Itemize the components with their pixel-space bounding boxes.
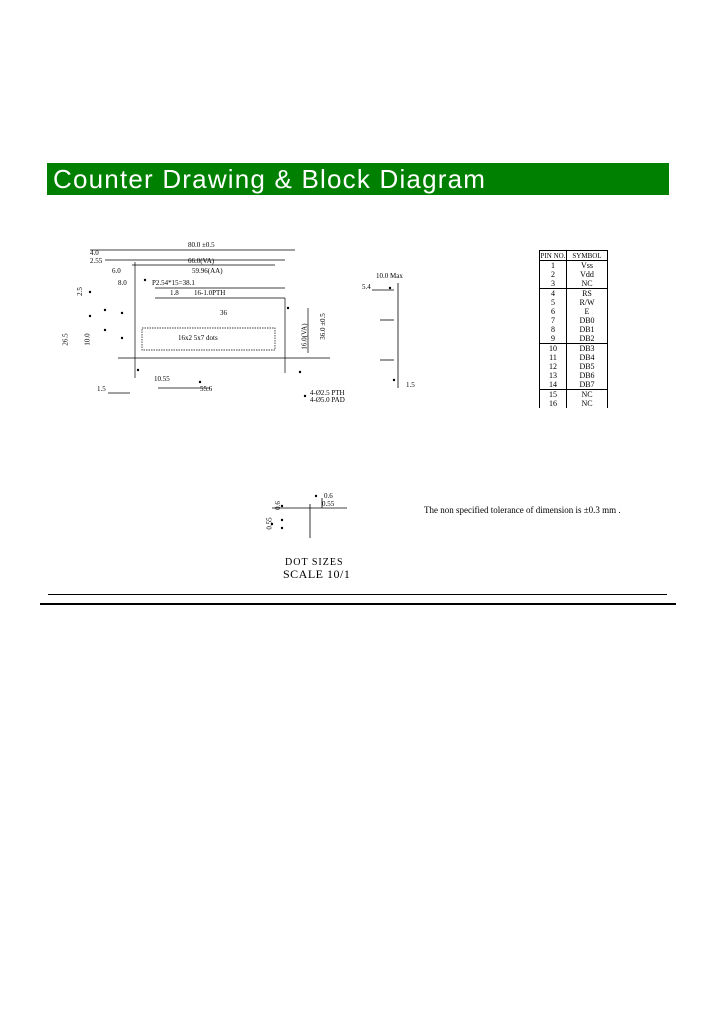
dot-size-title: DOT SIZES [285,557,344,568]
symbol-cell: DB4 [567,353,608,362]
table-row [540,270,608,279]
divider [40,603,676,605]
symbol-cell: R/W [567,298,608,307]
pin-cell: 9 [540,334,567,344]
pin-cell: 8 [540,325,567,334]
side-view [360,268,420,398]
table-row [540,390,608,400]
dim-height-left: 26.5 [61,333,70,346]
pin-cell: 16 [540,399,567,408]
table-row [540,399,608,408]
dim-hole-x: 6.0 [112,267,121,275]
dim-pitch-left: 2.5 [75,287,84,296]
dim-overall-width: 80.0 ±0.5 [188,241,215,249]
dot-h2: 0.55 [265,517,274,530]
symbol-cell: DB3 [567,344,608,354]
note-pth: 4-Ø2.5 PTH [310,389,345,397]
table-row [540,334,608,344]
dot-size-lines [262,490,352,538]
pin-cell: 7 [540,316,567,325]
dim-556: 55.6 [200,385,213,393]
symbol-cell: NC [567,279,608,289]
table-row [540,298,608,307]
dim-10: 10.0 [83,333,92,346]
dot-w2: 0.55 [322,500,335,508]
table-row [540,353,608,362]
scale-label: SCALE 10/1 [283,567,351,581]
symbol-cell: DB1 [567,325,608,334]
pin-cell: 15 [540,390,567,400]
pin-cell: 4 [540,289,567,299]
dot-h1: 0.6 [273,501,282,510]
char-text: 16x2 5x7 dots [178,334,218,342]
table-row [540,362,608,371]
dim-edge: 2.55 [90,257,103,265]
divider [48,594,667,595]
pin-cell: 14 [540,380,567,390]
symbol-cell: DB2 [567,334,608,344]
table-row [540,316,608,325]
symbol-cell: Vss [567,261,608,271]
tolerance-note: The non specified tolerance of dimension is ±0.3 mm . [424,505,621,515]
dot-w1: 0.6 [324,492,333,500]
symbol-header: SYMBOL [567,251,608,261]
table-row [540,307,608,316]
note-pad: 4-Ø5.0 PAD [310,396,345,404]
dim-hole-offset: 1.8 [170,289,179,297]
pin-cell: 3 [540,279,567,289]
dim-outer-height: 36.0 ±0.5 [318,313,327,340]
dim-1055: 10.55 [154,375,170,383]
table-row [540,371,608,380]
pin-table-header [540,251,608,261]
table-row [540,289,608,299]
table-row [540,344,608,354]
pin-cell: 2 [540,270,567,279]
pin-cell: 5 [540,298,567,307]
section-title: Counter Drawing & Block Diagram [47,163,669,195]
symbol-cell: DB6 [567,371,608,380]
symbol-cell: E [567,307,608,316]
pin-cell: 6 [540,307,567,316]
pin-cell: 12 [540,362,567,371]
table-row [540,279,608,289]
dim-pcb-left: 4.0 [90,249,99,257]
dim-hole-pitch: P2.54*15=38.1 [152,279,195,287]
dot-size-detail [262,490,352,538]
pin-cell: 11 [540,353,567,362]
outline-drawing [60,238,360,408]
dim-36: 36 [220,309,227,317]
side-top: 10.0 Max [376,272,403,280]
pin-cell: 10 [540,344,567,354]
dim-bottom-left: 1.5 [97,385,106,393]
symbol-cell: NC [567,390,608,400]
symbol-cell: DB0 [567,316,608,325]
table-row [540,380,608,390]
table-row [540,325,608,334]
pin-cell: 1 [540,261,567,271]
symbol-cell: NC [567,399,608,408]
table-row [540,261,608,271]
symbol-cell: DB5 [567,362,608,371]
pin-table [539,250,608,408]
symbol-cell: Vdd [567,270,608,279]
dim-aa-width: 59.96(AA) [192,267,223,275]
dim-hole-y: 8.0 [118,279,127,287]
dim-pad-dia: 16-1.0PTH [194,289,226,297]
dim-va-height: 16.0(VA) [300,323,309,350]
side-bottom: 1.5 [406,381,415,389]
side-left: 5.4 [362,283,371,291]
pin-cell: 13 [540,371,567,380]
symbol-cell: RS [567,289,608,299]
pin-header: PIN NO. [540,251,566,260]
dim-inner-width: 66.0(VA) [188,257,215,265]
symbol-cell: DB7 [567,380,608,390]
